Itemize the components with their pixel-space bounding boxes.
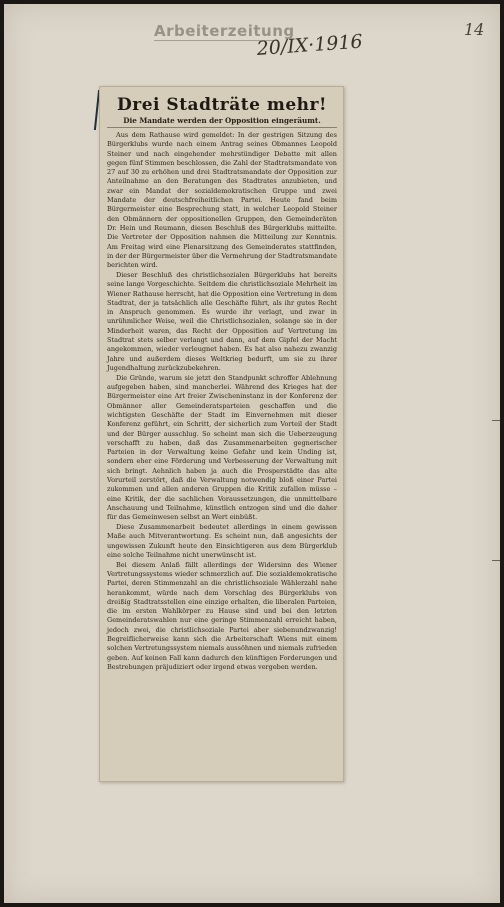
article-paragraph: Bei diesem Anlaß fällt allerdings der Widersinn des Wiener Vertretungssystems wieder schmerzlich auf. Die sozialdemokratische Partei, deren Stimmenzahl an die christlichsoziale Wählerzahl nahe herankommt, würde nach dem Vorschlag des Bürgerklubs von dreißig Stadtratsstellen eine einzige erhalten, die liberalen Parteien, die im ersten Wahlkörper zu Hause sind und bei den letzten Gemeinderatswahlen nur eine geringe Stimmenzahl erreicht haben, jedoch zwei, die christlichsoziale Partei aber siebenundzwanzig! Begreiflicherweise kann sich die Arbeiterschaft Wiens mit einem solchen Vertretungssystem niemals aussöhnen und niemals zufrieden geben. Auf keinen Fall kann dadurch den künftigen Forderungen und Bestrebungen präjudiziert oder irgend etwas vergeben werden. [107,560,337,671]
edge-mark [492,420,500,421]
edge-mark [492,560,500,561]
article-paragraph: Die Gründe, warum sie jetzt den Standpunkt schroffer Ablehnung aufgegeben haben, sind mancherlei. Während des Krieges hat der Bürgermeister eine Art freier Zwischeninstanz in der Konferenz der Obmänner aller Gemeinderatsparteien geschaffen und die wichtigsten Geschäfte der Stadt im Einvernehmen mit dieser Konferenz geführt, ein Schritt, der sicherlich zum Vorteil der Stadt und der Bürger ausschlug. So scheint man sich die Ueberzeugung verschafft zu haben, daß das Zusammenarbeiten gegnerischer Parteien in der Verwaltung keine Gefahr und kein Unding ist, sondern eher eine Förderung und Verbesserung der Verwaltung mit sich bringt. Aehnlich haben ja auch die Prosperstädte das alte Vorurteil zerstört, daß die Verwaltung notwendig bloß einer Partei zukommen und allen anderen Gruppen die Kritik zufallen müsse – eine Kritik, der die sachlichen Voraussetzungen, die unmittelbare Anschauung und Teilnahme, künstlich entzogen sind und die daher für das Gemeinwesen selbst an Wert einbüßt. [107,373,337,522]
article-paragraph: Dieser Beschluß des christlichsozialen Bürgerklubs hat bereits seine lange Vorgeschichte. Seitdem die christlichsoziale Mehrheit im Wiener Rathause herrscht, hat die Opposition eine Vertretung in dem Stadtrat, der ja tatsächlich alle Geschäfte führt, als ihr gutes Recht in Anspruch genommen. Es wurde ihr verlagt, und zwar in unrühmlicher Weise, weil die Christlichsozialen, solange sie in der Minderheit waren, das Recht der Opposition auf Vertretung im Stadtrat stets selber verlangt und dann, auf dem Gipfel der Macht angekommen, wieder verleugnet haben. Es hat also nahezu zwanzig Jahre und außerdem dieses Weltkrieg bedurft, um sie zu ihrer Jugendhaltung zurückzubekehren. [107,270,337,372]
article-body [100,87,343,672]
article-paragraph: Aus dem Rathause wird gemeldet: In der gestrigen Sitzung des Bürgerklubs wurde nach einem Antrag seines Obmannes Leopold Steiner und nach eingehender mehrstündiger Debatte mit allen gegen fünf Stimmen beschlossen, die Zahl der Stadtratsmandate von 27 auf 30 zu erhöhen und drei Stadtratsmandate der Opposition zur Anteilnahme an den Beratungen des Stadtrates anzubieten, und zwar ein Mandat der sozialdemokratischen Gruppe und zwei Mandate der deutschfreiheitlichen Partei. Heute fand beim Bürgermeister eine Besprechung statt, in welcher Leopold Steiner den Obmännern der oppositionellen Gruppen, den Gemeinderäten Dr. Hein und Reumann, diesen Beschluß des Bürgerklubs mitteilte. Die Vertreter der Opposition nahmen die Mitteilung zur Kenntnis. Am Freitag wird eine Plenarsitzung des Gemeinderates stattfinden, in der der Bürgermeister über die Vermehrung der Stadtratsmandate berichten wird. [107,131,337,270]
handwritten-page-number: 14 [464,20,485,39]
newspaper-clipping [99,86,344,782]
article-subheadline: Die Mandate werden der Opposition eingeräumt. [107,116,337,128]
article-paragraph: Diese Zusammenarbeit bedeutet allerdings in einem gewissen Maße auch Mitverantwortung. Es scheint nun, daß angesichts der ungewissen Zukunft heute den Einsichtigeren aus dem Bürgerklub eine solche Teilnahme nicht unerwünscht ist. [107,522,337,559]
article-headline: Drei Stadträte mehr! [117,95,327,115]
publication-stamp: Arbeiterzeitung [154,22,295,40]
handwritten-date: 20/IX·1916 [256,30,364,60]
